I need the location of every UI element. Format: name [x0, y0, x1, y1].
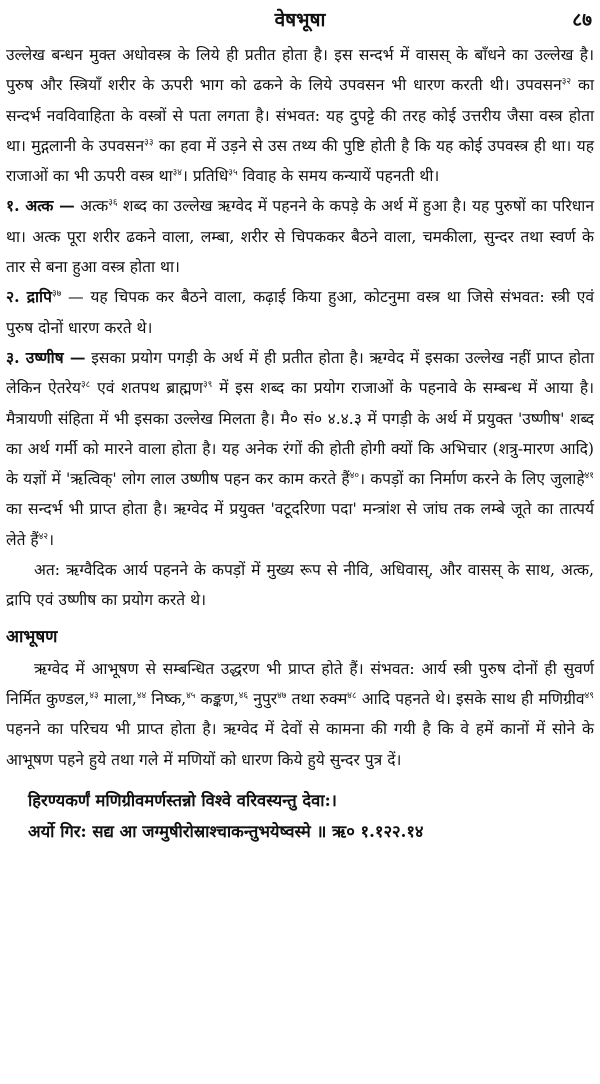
footnote-ref: ४१ [584, 471, 594, 482]
footnote-ref: ४० [349, 471, 360, 482]
item-drapi [6, 282, 594, 343]
section-heading: आभूषण [6, 626, 58, 647]
text-run: आदि पहनते थे। इसके साथ ही मणिग्रीव [356, 689, 585, 708]
text-run: अत्क [74, 197, 109, 216]
text-run: — यह चिपक कर बैठने वाला, कढ़ाई किया हुआ, कोटनुमा वस्त्र था जिसे संभवत: स्त्री एवं पुरुष दोनों धारण करते थे। [6, 288, 594, 337]
footnote-ref: ३२ [561, 77, 572, 88]
text-run: ऋग्वेद में आभूषण से सम्बन्धित उद्धरण भी प्राप्त होते हैं। संभवत: आर्य स्त्री पुरुष दोनों ही सुवर्ण निर्मित कुण्डल, [6, 659, 594, 708]
footnote-ref: ४९ [584, 690, 594, 701]
text-run: उल्लेख बन्धन मुक्त अधोवस्त्र के लिये ही प्रतीत होता है। इस सन्दर्भ में वासस् के बाँधने का उल्लेख है। पुरुष और स्त्रियाँ शरीर के ऊपरी भाग को ढकने के लिये उपवसन भी धारण करती थी। उपवसन [6, 46, 594, 95]
verse-line: हिरण्यकर्णं मणिग्रीवमर्णस्तन्नो विश्वे वरिवस्यन्तु देवा:। [28, 790, 337, 810]
text-run: का सन्दर्भ नवविवाहिता के वस्त्रों से पता लगता है। संभवत: यह दुपट्टे की तरह कोई उत्तरीय जैसा वस्त्र होता था। मुद्गलानी के उपवसन [6, 76, 594, 155]
text-run: निष्क, [146, 689, 187, 708]
text-run: कङ्कण, [195, 689, 239, 708]
verse-line: अर्यो गिर: सद्य आ जग्मुषीरोस्राश्चाकन्तुभयेष्वस्मे ॥ ऋ० १.१२२.१४ [28, 821, 424, 841]
item-term: १. अत्क — [6, 196, 75, 216]
footnote-ref: ३९ [202, 380, 213, 391]
paragraph-ornaments [6, 654, 594, 775]
footnote-ref: ३५ [228, 168, 238, 179]
page-number: ८७ [572, 9, 592, 31]
footnote-ref: ४६ [238, 690, 249, 701]
running-title: वेषभूषा [274, 9, 326, 31]
text-run: में इस शब्द का प्रयोग राजाओं के पहनावे के सम्बन्ध में आया है। मैत्रायणी संहिता में भी इसका उल्लेख मिलता है। मै० सं० ४.४.३ में पगड़ी के अर्थ में प्रयुक्त 'उष्णीष' शब्द का अर्थ गर्मी को मारने वाला होता है। यह अनेक रंगों की होती होगी क्यों कि अभिचार (शत्रु-मारण आदि) के यज्ञों में 'ऋत्विक्' लोग लाल उष्णीष पहन कर काम करते हैं [6, 379, 595, 489]
text-run: का सन्दर्भ भी प्राप्त होता है। ऋग्वेद में प्रयुक्त 'वटूदरिणा पदा' मन्त्रांश से जांघ तक लम्बे जूते का तात्पर्य लेते हैं [6, 500, 594, 549]
footnote-ref: ३४ [172, 168, 182, 179]
item-term: ३. उष्णीष — [6, 347, 86, 367]
body-text [6, 40, 594, 775]
text-run: । कपड़ों का निर्माण करने के लिए जुलाहे [359, 470, 585, 489]
footnote-ref: ४७ [277, 690, 287, 701]
item-atka [6, 191, 594, 282]
footnote-ref: ४५ [186, 690, 196, 701]
text-run: शब्द का उल्लेख ऋग्वेद में पहनने के कपड़े के अर्थ में हुआ है। यह पुरुषों का परिधान था। अत्क पूरा शरीर ढकने वाला, लम्बा, शरीर से चिपककर बैठने वाला, चमकीला, सुन्दर तथा स्वर्ण के तार से बना हुआ वस्त्र होता था। [6, 197, 594, 277]
footnote-ref: ३८ [80, 380, 91, 391]
footnote-ref: ४४ [136, 690, 147, 701]
item-term: २. द्रापि [6, 287, 52, 307]
summary-paragraph: अत: ऋग्वैदिक आर्य पहनने के कपड़ों में मुख्य रूप से नीवि, अधिवास्, और वासस् के साथ, अत्क, द्रापि एवं उष्णीष का प्रयोग करते थे। [6, 561, 594, 610]
text-run: माला, [98, 689, 137, 708]
footnote-ref: ३३ [144, 137, 154, 148]
text-run: विवाह के समय कन्यायें पहनती थी। [237, 167, 440, 186]
item-ushnisha [6, 343, 594, 555]
text-run: पहनने का परिचय भी प्राप्त होता है। ऋग्वेद में देवों से कामना की गयी है कि वे हमें कानों में सोने के आभूषण पहने हुये तथा गले में मणियों को धारण किये हुये सुन्दर पुत्र दें। [6, 720, 594, 769]
footnote-ref: ३६ [108, 198, 118, 209]
text-run: एवं शतपथ ब्राह्मण [90, 379, 203, 398]
footnote-ref: ४३ [89, 690, 99, 701]
text-run: का हवा में उड़ने से उस तथ्य की पुष्टि होती है कि यह कोई उपवस्त्र ही था। यह राजाओं का भी ऊपरी वस्त्र था [6, 136, 594, 186]
verse-quote [6, 785, 594, 847]
text-run: तथा रुक्म [286, 689, 348, 708]
page-header [6, 0, 594, 40]
footnote-ref: ३७ [51, 289, 62, 300]
text-run: । प्रतिधि [182, 167, 229, 186]
text-run: । [48, 530, 54, 549]
footnote-ref: ४८ [347, 690, 357, 701]
text-run: इसका प्रयोग पगड़ी के अर्थ में ही प्रतीत होता है। ऋग्वेद में इसका उल्लेख नहीं प्राप्त होता लेकिन ऐतरेय [6, 348, 594, 398]
footnote-ref: ४२ [38, 531, 49, 542]
paragraph-upavasana [6, 40, 594, 191]
text-run: नुपुर [248, 689, 278, 708]
